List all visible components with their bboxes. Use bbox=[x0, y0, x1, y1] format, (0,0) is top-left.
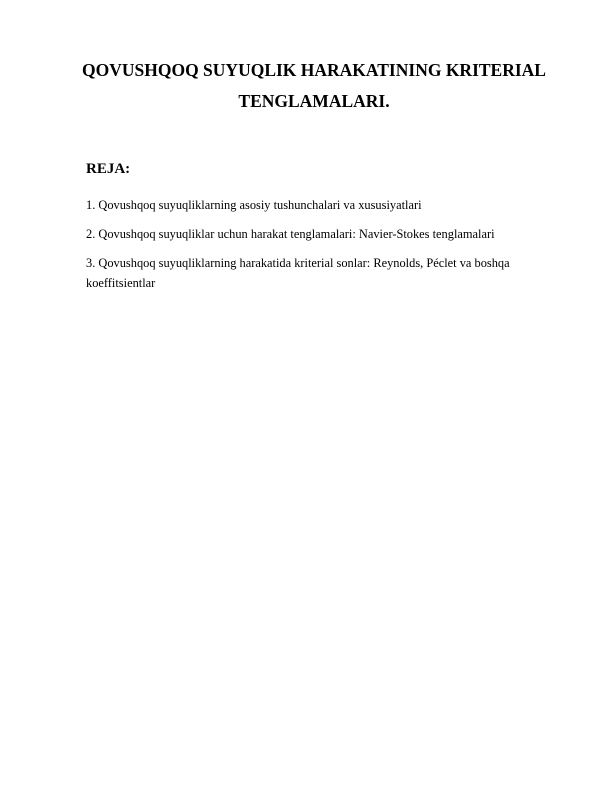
plan-item: 1. Qovushqoq suyuqliklarning asosiy tushunchalari va xususiyatlari bbox=[86, 198, 422, 212]
plan-list bbox=[86, 195, 570, 302]
plan-heading: REJA: bbox=[86, 161, 131, 177]
document-title-line-2: TENGLAMALARI. bbox=[238, 91, 390, 111]
plan-item: 2. Qovushqoq suyuqliklar uchun harakat tenglamalari: Navier-Stokes tenglamalari bbox=[86, 227, 495, 241]
plan-item: 3. Qovushqoq suyuqliklarning harakatida kriterial sonlar: Reynolds, Péclet va boshqa koeffitsientlar bbox=[86, 256, 510, 290]
document-title-line-1: QOVUSHQOQ SUYUQLIK HARAKATINING KRITERIAL bbox=[82, 60, 546, 80]
